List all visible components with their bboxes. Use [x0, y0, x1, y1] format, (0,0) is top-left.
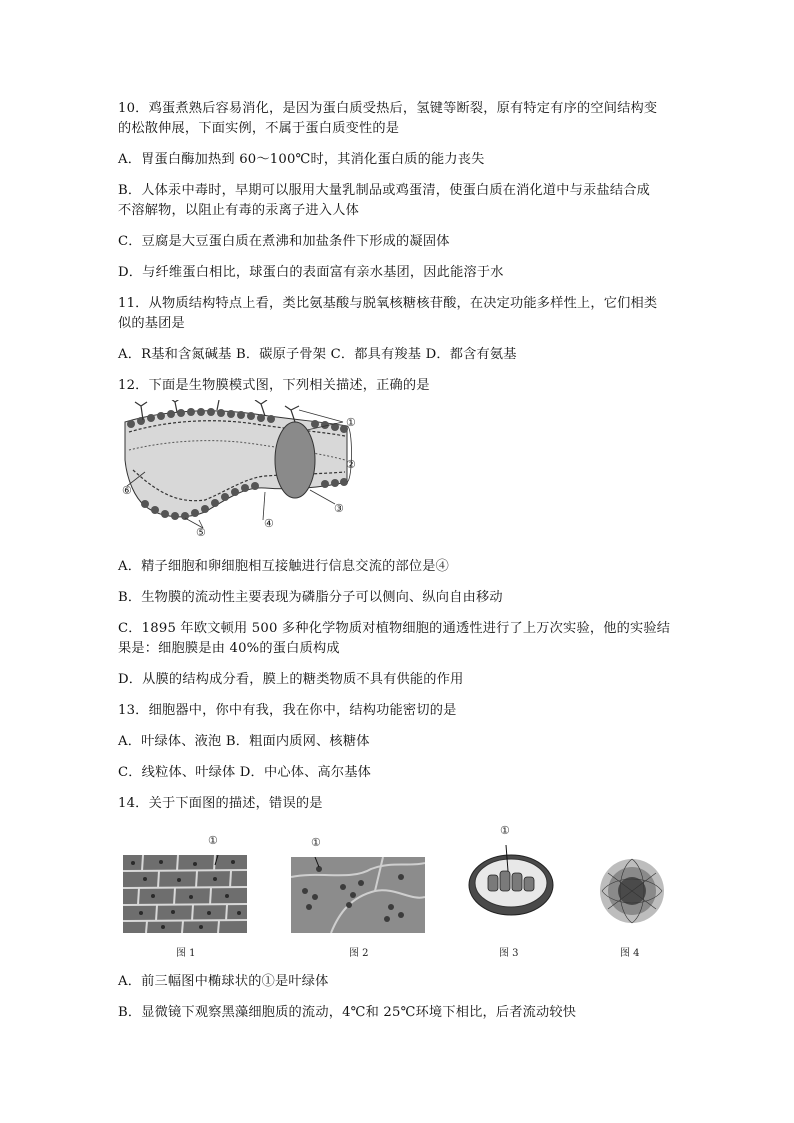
- membrane-label-5: ⑤: [196, 526, 206, 539]
- figure-3-chloroplast: [466, 845, 556, 919]
- membrane-label-1: ①: [346, 416, 356, 429]
- q14-stem: 14．关于下面图的描述，错误的是: [118, 796, 323, 811]
- q10-option-c: C．豆腐是大豆蛋白质在煮沸和加盐条件下形成的凝固体: [118, 234, 450, 249]
- q14-option-a: A．前三幅图中椭球状的①是叶绿体: [118, 974, 329, 989]
- figure-4-caption: 图 4: [620, 948, 640, 959]
- q12-option-b: B．生物膜的流动性主要表现为磷脂分子可以侧向、纵向自由移动: [118, 590, 503, 605]
- figure-2-marker: ①: [311, 836, 321, 849]
- q10-option-b-line1: B．人体汞中毒时，早期可以服用大量乳制品或鸡蛋清，使蛋白质在消化道中与汞盐结合成: [118, 183, 650, 198]
- figure-1-leaf-cells: [123, 855, 247, 933]
- q11-stem-line2: 似的基团是: [118, 316, 185, 331]
- figure-2-chloroplast-cells: [291, 857, 425, 933]
- figure-2-caption: 图 2: [349, 948, 369, 959]
- q10-option-d: D．与纤维蛋白相比，球蛋白的表面富有亲水基团，因此能溶于水: [118, 265, 504, 280]
- q12-option-d: D．从膜的结构成分看，膜上的糖类物质不具有供能的作用: [118, 672, 464, 687]
- q13-options-cd: C．线粒体、叶绿体 D．中心体、高尔基体: [118, 765, 372, 780]
- q13-stem: 13．细胞器中，你中有我，我在你中，结构功能密切的是: [118, 703, 457, 718]
- q12-stem: 12．下面是生物膜模式图，下列相关描述，正确的是: [118, 378, 430, 393]
- figure-3-marker: ①: [500, 824, 510, 837]
- membrane-figure: [115, 400, 375, 542]
- q10-option-b-line2: 不溶解物，以阻止有毒的汞离子进入人体: [118, 203, 359, 218]
- q13-options-ab: A．叶绿体、液泡 B．粗面内质网、核糖体: [118, 734, 370, 749]
- membrane-label-6: ⑥: [122, 484, 132, 497]
- q11-options: A．R基和含氮碱基 B．碳原子骨架 C．都具有羧基 D．都含有氨基: [118, 347, 517, 362]
- q10-option-a: A．胃蛋白酶加热到 60～100℃时，其消化蛋白质的能力丧失: [118, 152, 485, 167]
- figure-4-sphere: [594, 855, 670, 927]
- figure-1-marker: ①: [208, 834, 218, 847]
- q12-option-c-line2: 果是：细胞膜是由 40%的蛋白质构成: [118, 641, 340, 656]
- q11-stem-line1: 11．从物质结构特点上看，类比氨基酸与脱氧核糖核苷酸，在决定功能多样性上，它们相类: [118, 296, 658, 311]
- figure-3-caption: 图 3: [499, 948, 519, 959]
- q12-option-a: A．精子细胞和卵细胞相互接触进行信息交流的部位是④: [118, 559, 450, 574]
- q10-stem-line2: 的松散伸展，下面实例，不属于蛋白质变性的是: [118, 121, 400, 136]
- q14-option-b: B．显微镜下观察黑藻细胞质的流动，4℃和 25℃环境下相比，后者流动较快: [118, 1005, 577, 1020]
- membrane-label-2: ②: [346, 458, 356, 471]
- figure-1-caption: 图 1: [176, 948, 196, 959]
- q10-stem-line1: 10．鸡蛋煮熟后容易消化，是因为蛋白质受热后，氢键等断裂，原有特定有序的空间结构变: [118, 101, 658, 116]
- membrane-label-3: ③: [334, 502, 344, 515]
- q12-option-c-line1: C．1895 年欧文顿用 500 多种化学物质对植物细胞的通透性进行了上万次实验，他的实验结: [118, 621, 671, 636]
- membrane-label-4: ④: [264, 517, 274, 530]
